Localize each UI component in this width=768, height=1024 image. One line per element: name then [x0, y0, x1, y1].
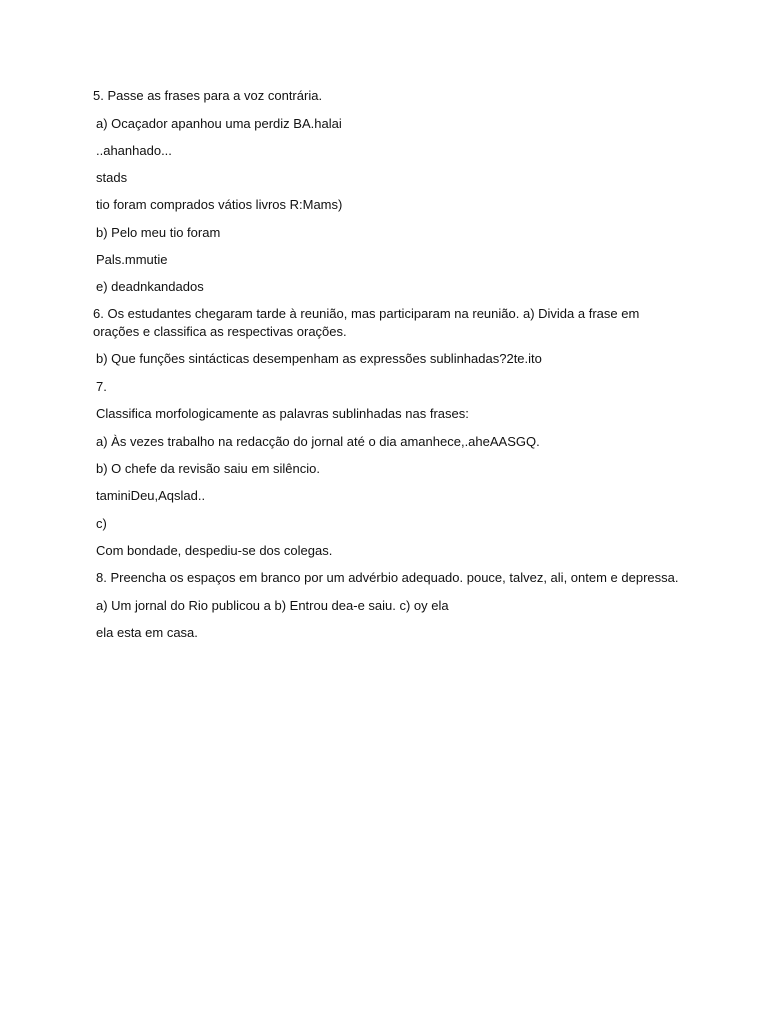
- question-8-items: a) Um jornal do Rio publicou a b) Entrou dea-e saiu. c) oy ela: [96, 598, 449, 613]
- question-8-heading: 8. Preencha os espaços em branco por um advérbio adequado. pouce, talvez, ali, ontem e depressa.: [96, 570, 679, 585]
- text-line: stads: [96, 170, 128, 185]
- question-6-continuation: orações e classifica as respectivas orações.: [93, 324, 347, 339]
- question-5-item-e: e) deadnkandados: [96, 279, 204, 294]
- question-5-item-b: b) Pelo meu tio foram: [96, 225, 221, 240]
- question-7-item-b: b) O chefe da revisão saiu em silêncio.: [96, 461, 320, 476]
- question-6-heading: 6. Os estudantes chegaram tarde à reunião, mas participaram na reunião. a) Divida a frase em: [93, 306, 640, 321]
- question-7-item-a: a) Às vezes trabalho na redacção do jornal até o dia amanhece,.aheAASGQ.: [96, 434, 540, 449]
- question-6-item-b: b) Que funções sintácticas desempenham as expressões sublinhadas?2te.ito: [96, 351, 542, 366]
- question-7-number: 7.: [96, 379, 107, 394]
- text-line: ..ahanhado...: [96, 143, 172, 158]
- question-7-item-c: c): [96, 516, 107, 531]
- text-line: taminiDeu,Aqslad..: [96, 488, 206, 503]
- text-line: Com bondade, despediu-se dos colegas.: [96, 543, 333, 558]
- question-5-heading: 5. Passe as frases para a voz contrária.: [93, 88, 323, 103]
- text-line: Pals.mmutie: [96, 252, 168, 267]
- text-line: tio foram comprados vátios livros R:Mams): [96, 197, 343, 212]
- question-5-item-a: a) Ocaçador apanhou uma perdiz BA.halai: [96, 116, 342, 131]
- question-7-instruction: Classifica morfologicamente as palavras sublinhadas nas frases:: [96, 406, 469, 421]
- text-line: ela esta em casa.: [96, 625, 198, 640]
